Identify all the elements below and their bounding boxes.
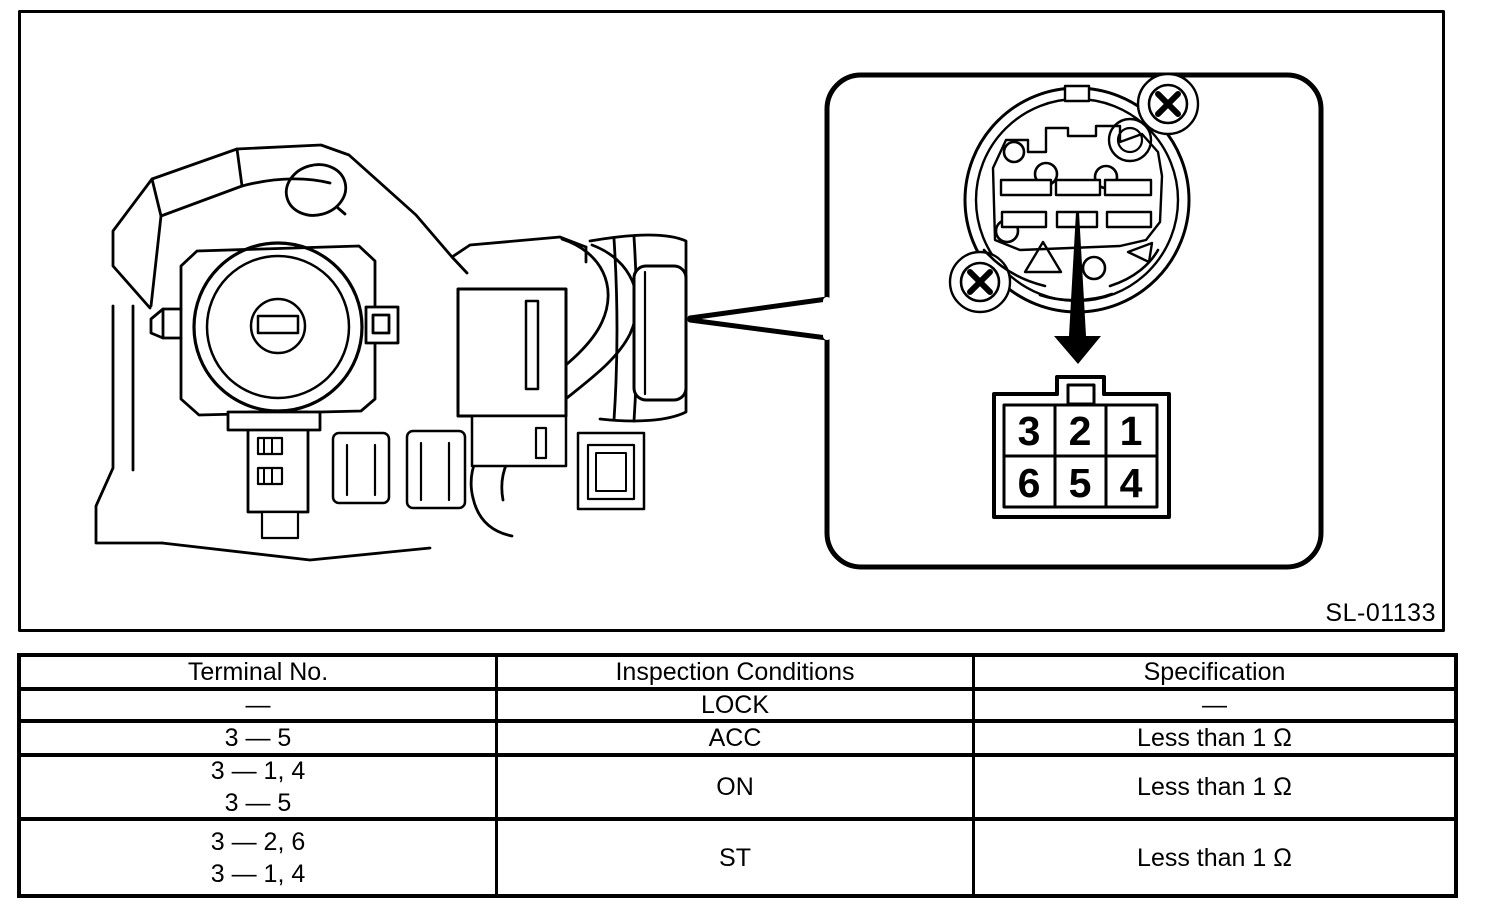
condition-cell: ST bbox=[498, 821, 975, 894]
bracket-hole bbox=[281, 158, 352, 222]
pin-label: 4 bbox=[1119, 460, 1143, 506]
figure-code-label: SL-01133 bbox=[1325, 599, 1436, 627]
terminal-cell: 3 — 1, 4 3 — 5 bbox=[21, 757, 498, 821]
terminal-cell: 3 — 5 bbox=[21, 723, 498, 757]
terminal-cell: — bbox=[21, 691, 498, 723]
callout-leader-lines bbox=[690, 299, 827, 338]
ignition-switch-illustration bbox=[96, 145, 686, 560]
condition-cell: LOCK bbox=[498, 691, 975, 723]
column-header-conditions: Inspection Conditions bbox=[498, 657, 975, 691]
down-arrow-icon bbox=[1054, 212, 1101, 364]
figure-frame bbox=[20, 12, 1444, 631]
spec-cell: — bbox=[975, 691, 1454, 723]
spec-cell: Less than 1 Ω bbox=[1137, 843, 1292, 872]
keyhole bbox=[258, 316, 298, 333]
pin-label: 6 bbox=[1017, 460, 1041, 506]
pin-label: 2 bbox=[1068, 408, 1092, 454]
column-header-specification: Specification bbox=[975, 657, 1454, 691]
spec-cell: Less than 1 Ω bbox=[975, 757, 1454, 821]
column-header-terminal: Terminal No. bbox=[21, 657, 498, 691]
inspection-table bbox=[17, 653, 1458, 898]
terminal-cell: 3 — 2, 6 3 — 1, 4 bbox=[21, 821, 498, 894]
connector-latch bbox=[1068, 385, 1094, 404]
spec-cell: Less than 1 Ω bbox=[975, 723, 1454, 757]
pin-label: 5 bbox=[1068, 460, 1092, 506]
pin-label: 3 bbox=[1017, 408, 1041, 454]
pin-connector-diagram bbox=[994, 377, 1169, 517]
condition-cell: ON bbox=[498, 757, 975, 821]
pin-label: 1 bbox=[1119, 408, 1143, 454]
condition-cell: ACC bbox=[498, 723, 975, 757]
